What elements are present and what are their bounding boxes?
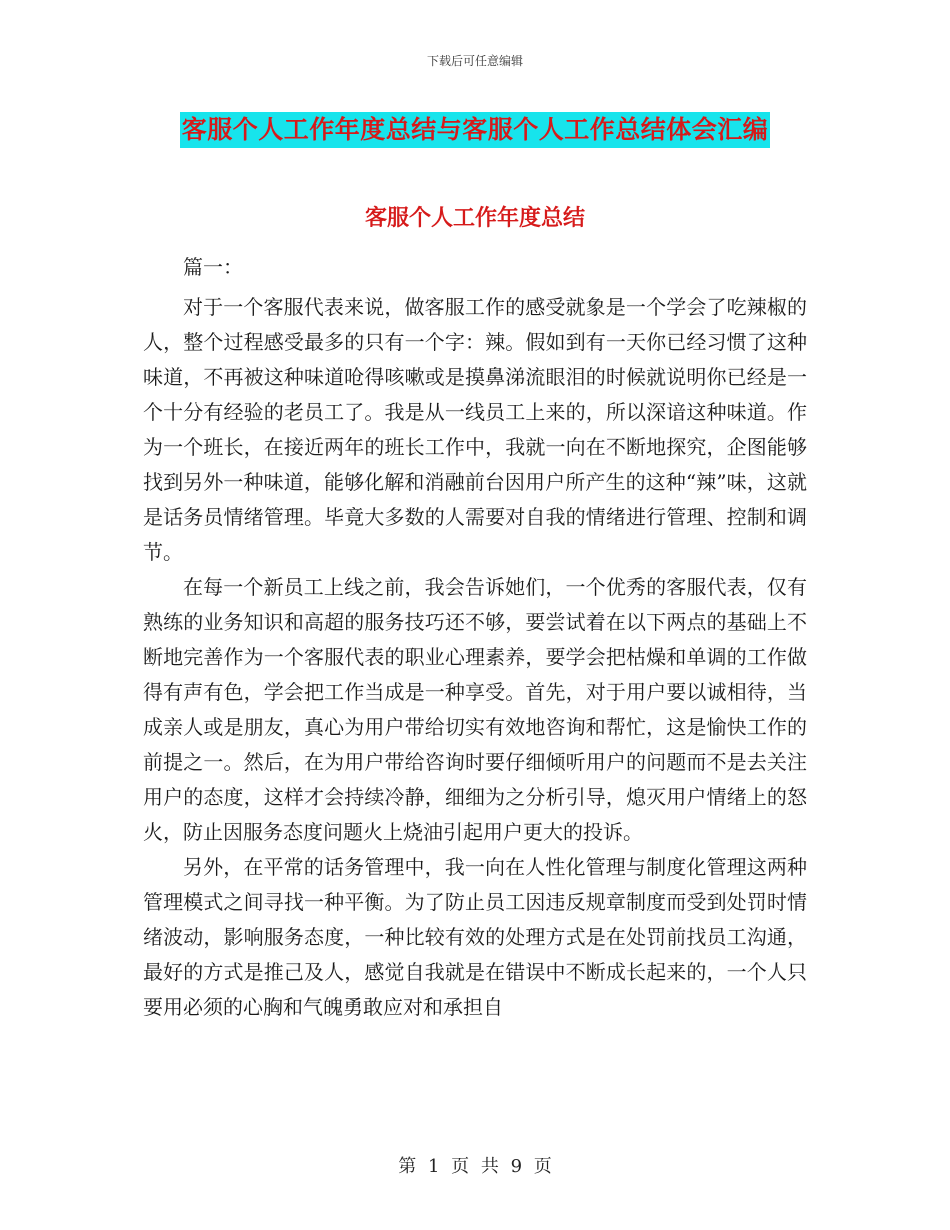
section-title: 客服个人工作年度总结 [364, 205, 585, 231]
document-title-container [0, 112, 950, 148]
page-number: 第 1 页 共 9 页 [398, 1156, 552, 1177]
page-header-note: 下载后可任意编辑 [426, 54, 523, 68]
paragraph-3: 另外，在平常的话务管理中，我一向在人性化管理与制度化管理这两种管理模式之间寻找一种平衡。为了防止员工因违反规章制度而受到处罚时情绪波动，影响服务态度，一种比较有效的处理方式是在处罚前找员工沟通，最好的方式是推己及人，感觉自我就是在错误中不断成长起来的，一个人只要用必须的心胸和气魄勇敢应对和承担自 [143, 855, 807, 1019]
document-title: 客服个人工作年度总结与客服个人工作总结体会汇编 [180, 112, 771, 148]
paragraph-1: 对于一个客服代表来说，做客服工作的感受就象是一个学会了吃辣椒的人，整个过程感受最多的只有一个字：辣。假如到有一天你已经习惯了这种味道，不再被这种味道呛得咳嗽或是摸鼻涕流眼泪的时候就说明你已经是一个十分有经验的老员工了。我是从一线员工上来的，所以深谙这种味道。作为一个班长，在接近两年的班长工作中，我就一向在不断地探究，企图能够找到另外一种味道，能够化解和消融前台因用户所产生的这种“辣”味，这就是话务员情绪管理。毕竟大多数的人需要对自我的情绪进行管理、控制和调节。 [143, 295, 807, 564]
part-label: 篇一： [183, 255, 243, 279]
body-text [143, 250, 807, 1025]
paragraph-2: 在每一个新员工上线之前，我会告诉她们，一个优秀的客服代表，仅有熟练的业务知识和高超的服务技巧还不够，要尝试着在以下两点的基础上不断地完善作为一个客服代表的职业心理素养，要学会把枯燥和单调的工作做得有声有色，学会把工作当成是一种享受。首先，对于用户要以诚相待，当成亲人或是朋友，真心为用户带给切实有效地咨询和帮忙，这是愉快工作的前提之一。然后，在为用户带给咨询时要仔细倾听用户的问题而不是去关注用户的态度，这样才会持续冷静，细细为之分析引导，熄灭用户情绪上的怒火，防止因服务态度问题火上烧油引起用户更大的投诉。 [143, 575, 807, 844]
